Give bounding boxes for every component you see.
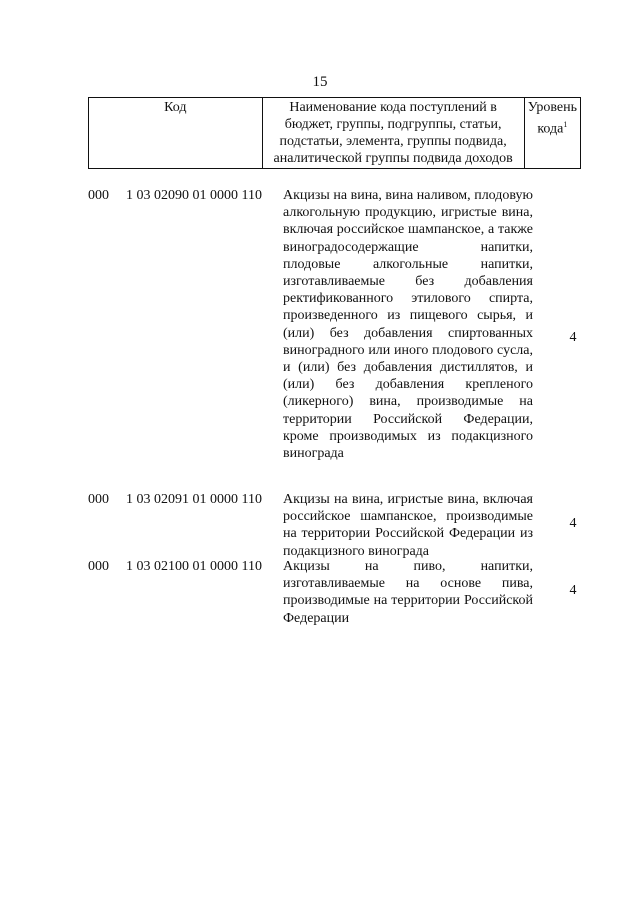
column-header-level — [524, 98, 580, 169]
row-admin-code: 000 — [88, 559, 109, 574]
row-level: 4 — [569, 583, 577, 598]
footnote-marker: 1 — [563, 120, 568, 129]
table-row — [88, 558, 593, 628]
row-admin-code: 000 — [88, 188, 109, 203]
row-level: 4 — [569, 330, 577, 345]
table-row — [88, 491, 593, 559]
column-header-code: Код — [89, 98, 263, 169]
table-row — [88, 187, 593, 487]
row-code: 1 03 02100 01 0000 110 — [126, 559, 262, 574]
row-admin-code: 000 — [88, 492, 109, 507]
row-code: 1 03 02091 01 0000 110 — [126, 492, 262, 507]
row-name: Акцизы на пиво, напитки, изготавливаемые на основе пива, производимые на территории Российской Федерации — [283, 559, 533, 626]
row-code: 1 03 02090 01 0000 110 — [126, 188, 262, 203]
row-name: Акцизы на вина, игристые вина, включая российское шампанское, производимые на территории Российской Федерации из подакцизного винограда — [283, 492, 533, 559]
column-header-name: Наименование кода поступлений в бюджет, группы, подгруппы, статьи, подстатьи, элемента, группы подвида, аналитической группы подвида доходов — [262, 98, 524, 169]
table-header — [88, 97, 581, 169]
column-header-level-label: Уровень кода — [527, 100, 577, 137]
row-level: 4 — [569, 516, 577, 531]
page-number: 15 — [312, 74, 328, 90]
row-name: Акцизы на вина, вина наливом, плодовую алкогольную продукцию, игристые вина, включая российское шампанское, а также виноградосодержащие напитки, плодовые алкогольные напитки, изготавливаемые без добавления ректификованного этилового спирта, произведенного из пищевого сырья, и (или) без добавления спиртованных виноградного или иного плодового сусла, и (или) без добавления дистиллятов, и (или) без добавления крепленого (ликерного) вина, производимые на территории Российской Федерации, кроме производимых из подакцизного винограда — [283, 188, 533, 462]
